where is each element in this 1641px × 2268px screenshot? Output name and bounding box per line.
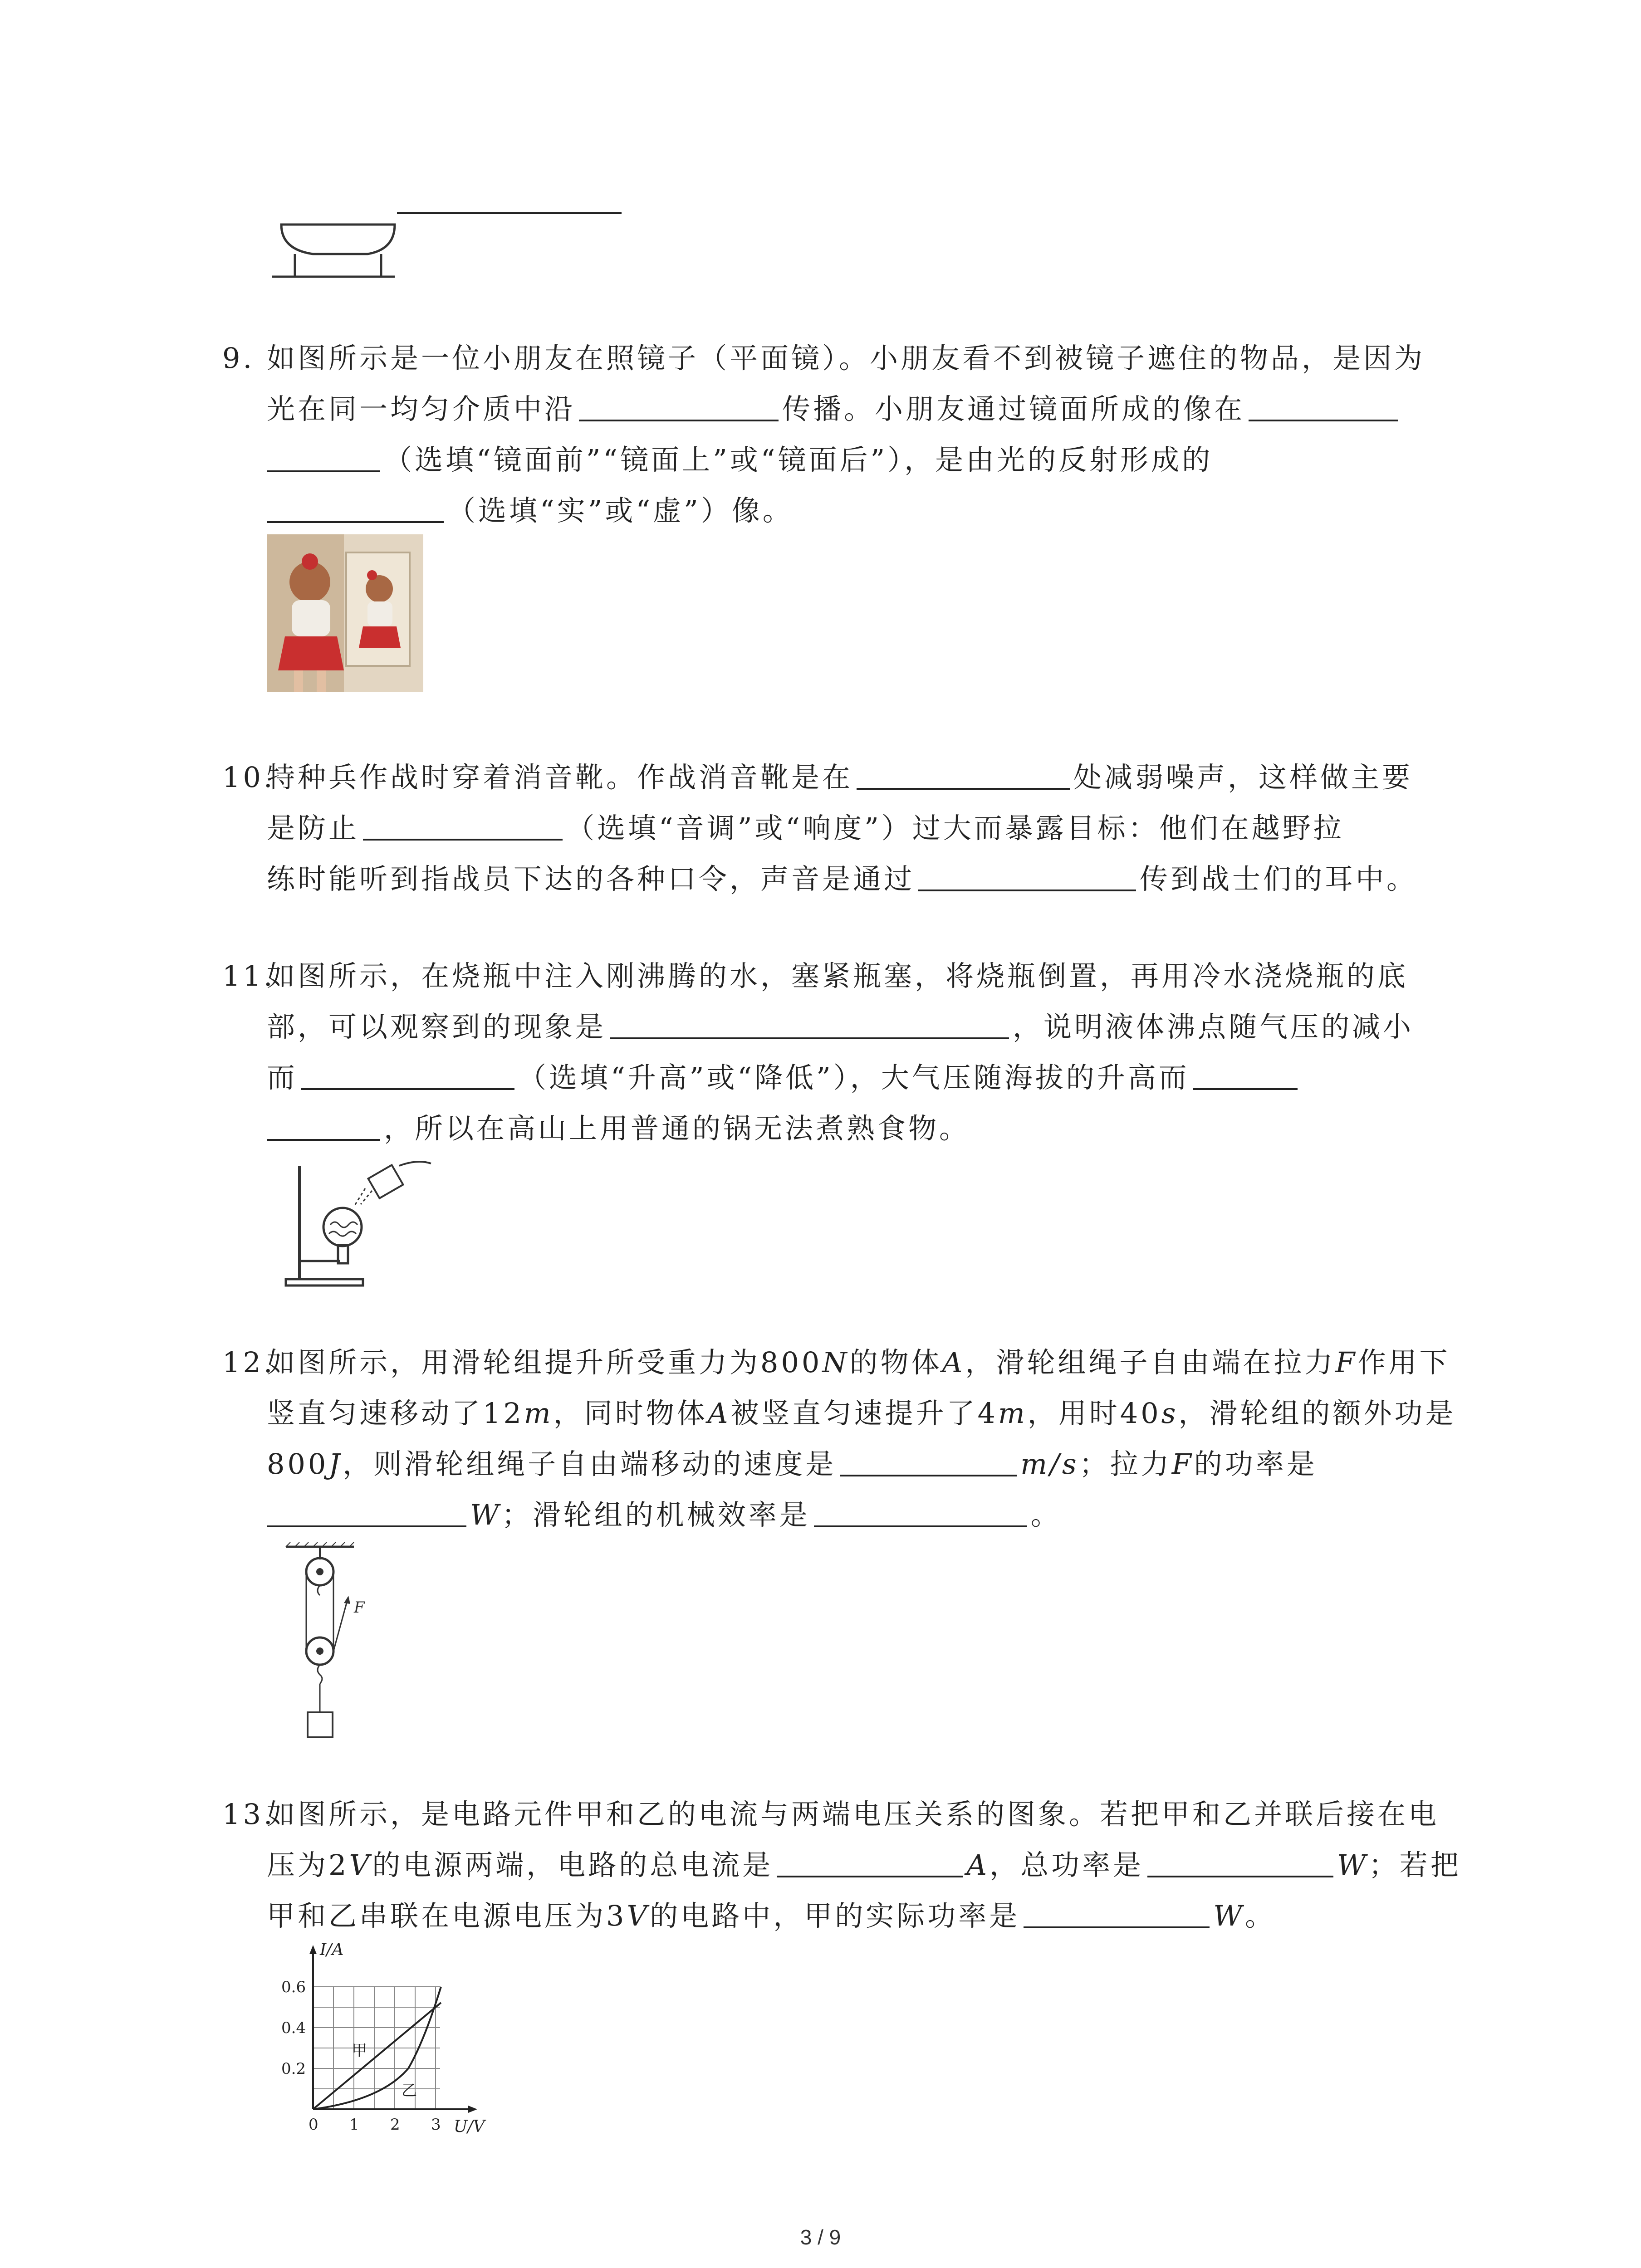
y-tick-label: 0.6: [281, 1978, 306, 1996]
question-text: 作用下: [1357, 1346, 1450, 1379]
unit-symbol: W: [1337, 1848, 1369, 1882]
unit-symbol: N: [822, 1346, 850, 1379]
question-text: 光在同一均匀介质中沿: [267, 392, 576, 425]
question-text: 如图所示是一位小朋友在照镜子（平面镜）。小朋友看不到被镜子遮住的物品，是因为: [267, 342, 1425, 375]
question-10: [222, 752, 1474, 904]
x-tick-label: 0: [309, 2116, 318, 2134]
question-13: [222, 1789, 1474, 1941]
question-text: （选填“升高”或“降低”），大气压随海拔的升高而: [518, 1061, 1190, 1094]
unit-symbol: J: [328, 1447, 343, 1481]
graph-grid: [313, 1987, 440, 2109]
question-text: 传播。小朋友通过镜面所成的像在: [782, 392, 1245, 425]
question-text: 而: [267, 1061, 298, 1094]
x-axis-label: U/V: [454, 2117, 485, 2136]
question-text: 竖直匀速移动了12: [267, 1397, 524, 1430]
variable-symbol: F: [1171, 1447, 1194, 1481]
question-text: 甲和乙串联在电源电压为3: [267, 1899, 627, 1932]
question-text: 800: [267, 1447, 329, 1481]
answer-blank[interactable]: [267, 494, 444, 523]
question-text: 练时能听到指战员下达的各种口令，声音是通过: [267, 862, 915, 895]
unit-symbol: W: [470, 1498, 502, 1531]
question-text: 如图所示，是电路元件甲和乙的电流与两端电压关系的图象。若把甲和乙并联后接在电: [267, 1798, 1440, 1831]
answer-blank[interactable]: [267, 443, 380, 472]
question-text: 。: [1030, 1498, 1062, 1531]
x-tick-label: 3: [431, 2116, 441, 2134]
pulley-system-figure: [277, 1542, 390, 1742]
unit-symbol: m: [524, 1397, 554, 1430]
x-tick-label: 1: [349, 2116, 359, 2134]
question-text: ，说明液体沸点随气压的减小: [1013, 1010, 1414, 1043]
label-jia: 甲: [352, 2042, 367, 2060]
y-tick-label: 0.2: [281, 2060, 306, 2078]
question-text: 是防止: [267, 811, 360, 845]
question-number: 9.: [222, 342, 255, 375]
question-text: 的电路中，甲的实际功率是: [650, 1899, 1020, 1932]
question-text: 。: [1244, 1899, 1276, 1932]
unit-symbol: V: [349, 1848, 372, 1882]
unit-symbol: V: [627, 1899, 650, 1932]
unit-symbol: W: [1213, 1899, 1245, 1932]
question-text: 传到战士们的耳中。: [1140, 862, 1418, 895]
question-text: 部，可以观察到的现象是: [267, 1010, 607, 1043]
answer-blank[interactable]: [918, 862, 1136, 891]
question-text: ，同时物体: [553, 1397, 708, 1430]
question-text: 压为2: [267, 1848, 349, 1882]
answer-blank[interactable]: [1193, 1061, 1298, 1090]
question-text: （选填“音调”或“响度”）过大而暴露目标：他们在越野拉: [566, 811, 1344, 845]
question-text: 处减弱噪声，这样做主要: [1073, 761, 1413, 794]
page-number: 3 / 9: [800, 2225, 841, 2249]
label-yi: 乙: [402, 2082, 417, 2100]
flask-stand-figure: [281, 1157, 436, 1293]
question-text: ，则滑轮组绳子自由端移动的速度是: [343, 1447, 837, 1481]
y-tick-label: 0.4: [281, 2019, 306, 2037]
question-text: ，滑轮组的额外功是: [1178, 1397, 1456, 1430]
unit-symbol: m/s: [1020, 1447, 1079, 1481]
answer-blank[interactable]: [840, 1447, 1017, 1476]
question-text: （选填“实”或“虚”）像。: [447, 494, 794, 527]
question-text: 特种兵作战时穿着消音靴。作战消音靴是在: [267, 761, 853, 794]
answer-blank[interactable]: [267, 1498, 466, 1527]
answer-blank[interactable]: [363, 811, 563, 841]
variable-symbol: F: [1335, 1346, 1358, 1379]
variable-symbol: A: [707, 1397, 731, 1430]
answer-blank[interactable]: [777, 1848, 963, 1877]
answer-blank[interactable]: [1147, 1848, 1333, 1877]
question-text: 被竖直匀速提升了4: [730, 1397, 998, 1430]
answer-blank[interactable]: [857, 761, 1070, 790]
question-text: ，滑轮组绳子自由端在拉力: [965, 1346, 1336, 1379]
unit-symbol: A: [966, 1848, 990, 1882]
child-mirror-photo: [267, 534, 423, 692]
unit-symbol: s: [1161, 1397, 1179, 1430]
question-text: 如图所示，在烧瓶中注入刚沸腾的水，塞紧瓶塞，将烧瓶倒置，再用冷水浇烧瓶的底: [267, 959, 1409, 992]
question-text: 的电源两端，电路的总电流是: [372, 1848, 774, 1882]
question-11: [222, 951, 1474, 1154]
y-axis-label: I/A: [320, 1941, 344, 1959]
iu-graph-figure: [272, 1937, 508, 2136]
question-text: ，所以在高山上用普通的锅无法煮熟食物。: [384, 1112, 970, 1145]
answer-blank[interactable]: [814, 1498, 1027, 1527]
force-label: F: [354, 1598, 365, 1617]
dish-stand-figure: [268, 191, 631, 281]
question-text: ，总功率是: [989, 1848, 1144, 1882]
question-text: 如图所示，用滑轮组提升所受重力为800: [267, 1346, 823, 1379]
question-number: 12.: [222, 1346, 275, 1379]
variable-symbol: A: [942, 1346, 965, 1379]
unit-symbol: m: [998, 1397, 1028, 1430]
question-text: （选填“镜面前”“镜面上”或“镜面后”），是由光的反射形成的: [384, 443, 1213, 476]
answer-blank[interactable]: [301, 1061, 514, 1090]
answer-blank[interactable]: [610, 1010, 1009, 1039]
question-text: ；若把: [1368, 1848, 1461, 1882]
answer-blank[interactable]: [1249, 392, 1398, 421]
question-number: 10.: [222, 761, 275, 794]
question-text: ；拉力: [1079, 1447, 1172, 1481]
answer-blank[interactable]: [267, 1112, 380, 1141]
question-12: [222, 1337, 1474, 1540]
question-text: 的功率是: [1194, 1447, 1318, 1481]
question-9: [222, 333, 1474, 536]
question-text: 的物体: [849, 1346, 942, 1379]
question-number: 13.: [222, 1798, 275, 1831]
x-tick-label: 2: [390, 2116, 400, 2134]
question-text: ；滑轮组的机械效率是: [501, 1498, 810, 1531]
answer-blank[interactable]: [1024, 1899, 1210, 1928]
question-text: ，用时40: [1027, 1397, 1161, 1430]
question-number: 11.: [222, 959, 275, 992]
answer-blank[interactable]: [579, 392, 779, 421]
